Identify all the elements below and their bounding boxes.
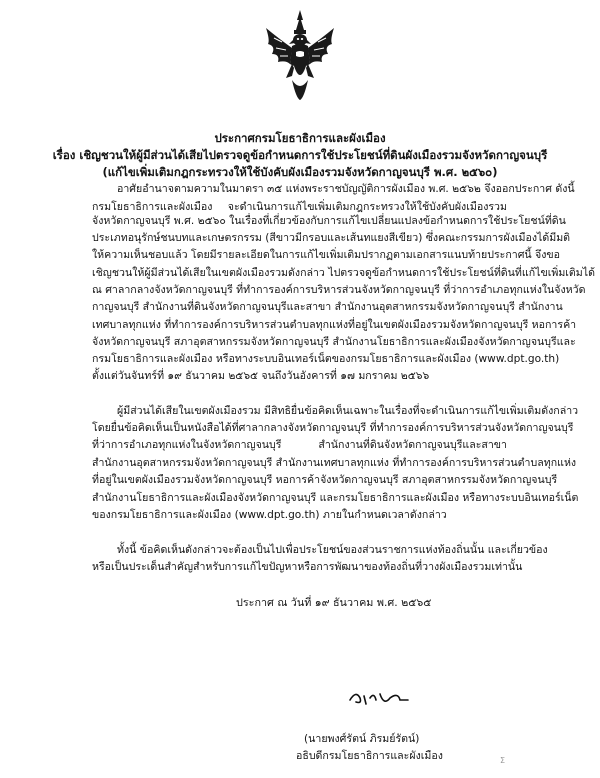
paragraph-1-line: จังหวัดกาญจนบุรี สภาอุตสาหกรรมจังหวัดกาญจนบุรี สำนักงานโยธาธิการและผังเมืองจังหวัดกาญจนบุรีและ: [92, 336, 576, 348]
paragraph-2-line: ที่ว่าการอำเภอทุกแห่งในจังหวัดกาญจนบุรี สำนักงานที่ดินจังหวัดกาญจนบุรีและสาขา: [92, 439, 507, 451]
paragraph-1-line: ให้ความเห็นชอบแล้ว โดยมีรายละเอียดในการแก้ไขเพิ่มเติมปรากฏตามเอกสารแนบท้ายประกาศนี้ จึงขอ: [92, 249, 561, 261]
paragraph-3-line: หรือเป็นประเด็นสำคัญสำหรับการแก้ไขปัญหาหรือการพัฒนาของท้องถิ่นที่วางผังเมืองรวมเท่านั้น: [92, 561, 523, 573]
paragraph-1-line: ประเภทอนุรักษ์ชนบทและเกษตรกรรม (สีขาวมีกรอบและเส้นทแยงสีเขียว) ซึ่งคณะกรรมการผังเมืองได้มีมติ: [92, 232, 571, 244]
signer-position: อธิบดีกรมโยธาธิการและผังเมือง: [296, 750, 443, 762]
paragraph-2-line: สำนักงานโยธาธิการและผังเมืองจังหวัดกาญจนบุรี และกรมโยธาธิการและผังเมือง หรือทางระบบอินเทอร์เน็ต: [92, 492, 579, 504]
paragraph-3-line: ทั้งนี้ ข้อคิดเห็นดังกล่าวจะต้องเป็นไปเพื่อประโยชน์ของส่วนราชการแห่งท้องถิ่นนั้น และเกี่ยวข้อง: [117, 544, 548, 556]
paragraph-2-line: สำนักงานอุตสาหกรรมจังหวัดกาญจนบุรี สำนักงานเทศบาลทุกแห่ง ที่ทำการองค์การบริหารส่วนตำบลทุกแห่ง: [92, 457, 577, 469]
paragraph-1-line: ณ ศาลากลางจังหวัดกาญจนบุรี ที่ทำการองค์การบริหารส่วนจังหวัดกาญจนบุรี ที่ว่าการอำเภอทุกแห่งในจังหวัด: [92, 284, 586, 296]
announcement-date: ประกาศ ณ วันที่ ๑๙ ธันวาคม พ.ศ. ๒๕๖๕: [236, 596, 432, 609]
paragraph-1-line: เทศบาลทุกแห่ง ที่ทำการองค์การบริหารส่วนตำบลทุกแห่งที่อยู่ในเขตผังเมืองรวมจังหวัดกาญจนบุรี หอการค้า: [92, 319, 577, 331]
announcement-subject: เรื่อง เชิญชวนให้ผู้มีส่วนได้เสียไปตรวจดูข้อกำหนดการใช้ประโยชน์ที่ดินผังเมืองรวมจังหวัดกาญจนบุรี: [52, 148, 548, 162]
paragraph-1-line: จังหวัดกาญจนบุรี พ.ศ. ๒๕๖๐ ในเรื่องที่เกี่ยวข้องกับการแก้ไขเปลี่ยนแปลงข้อกำหนดการใช้ประโยชน์ที่ดิน: [92, 215, 566, 227]
paragraph-2-line: โดยยื่นข้อคิดเห็นเป็นหนังสือได้ที่ศาลากลางจังหวัดกาญจนบุรี ที่ทำการองค์การบริหารส่วนจังหวัดกาญจนบุรี: [92, 422, 574, 434]
announcement-title: ประกาศกรมโยธาธิการและผังเมือง: [214, 131, 386, 145]
paragraph-1-line: อาศัยอำนาจตามความในมาตรา ๓๕ แห่งพระราชบัญญัติการผังเมือง พ.ศ. ๒๕๖๒ จึงออกประกาศ ดังนี้: [117, 183, 575, 195]
signature-mark: [346, 688, 412, 710]
paragraph-2-line: ที่อยู่ในเขตผังเมืองรวมจังหวัดกาญจนบุรี หอการค้าจังหวัดกาญจนบุรี สภาอุตสาหกรรมจังหวัดกาญจนบุรี: [92, 474, 558, 486]
corner-mark: Ʃ: [500, 756, 506, 765]
signer-name: (นายพงศ์รัตน์ ภิรมย์รัตน์): [304, 733, 420, 745]
announcement-subject-note: (แก้ไขเพิ่มเติมกฎกระทรวงให้ใช้บังคับผังเมืองรวมจังหวัดกาญจนบุรี พ.ศ. ๒๕๖๐): [102, 165, 498, 179]
paragraph-1-line: ตั้งแต่วันจันทร์ที่ ๑๙ ธันวาคม ๒๕๖๕ จนถึงวันอังคารที่ ๑๗ มกราคม ๒๕๖๖: [92, 370, 430, 382]
paragraph-1-line: กรมโยธาธิการและผังเมือง หรือทางระบบอินเทอร์เน็ตของกรมโยธาธิการและผังเมือง (www.dpt.go.th): [92, 353, 560, 365]
paragraph-2-line: ผู้มีส่วนได้เสียในเขตผังเมืองรวม มีสิทธิยื่นข้อคิดเห็นเฉพาะในเรื่องที่จะดำเนินการแก้ไขเพิ่มเติมดังกล่าว: [117, 405, 579, 417]
paragraph-2-line: ของกรมโยธาธิการและผังเมือง (www.dpt.go.th) ภายในกำหนดเวลาดังกล่าว: [92, 509, 447, 521]
paragraph-1-line: เชิญชวนให้ผู้มีส่วนได้เสียในเขตผังเมืองรวมดังกล่าว ไปตรวจดูข้อกำหนดการใช้ประโยชน์ที่ดินที่แก้ไขเพิ่มเติมได้: [92, 267, 596, 279]
paragraph-1-line: กาญจนบุรี สำนักงานที่ดินจังหวัดกาญจนบุรีและสาขา สำนักงานอุตสาหกรรมจังหวัดกาญจนบุรี สำนักงาน: [92, 301, 563, 313]
garuda-emblem-icon: [262, 8, 338, 104]
paragraph-1-line: กรมโยธาธิการและผังเมือง จะดำเนินการแก้ไขเพิ่มเติมกฎกระทรวงให้ใช้บังคับผังเมืองรวม: [92, 201, 507, 213]
